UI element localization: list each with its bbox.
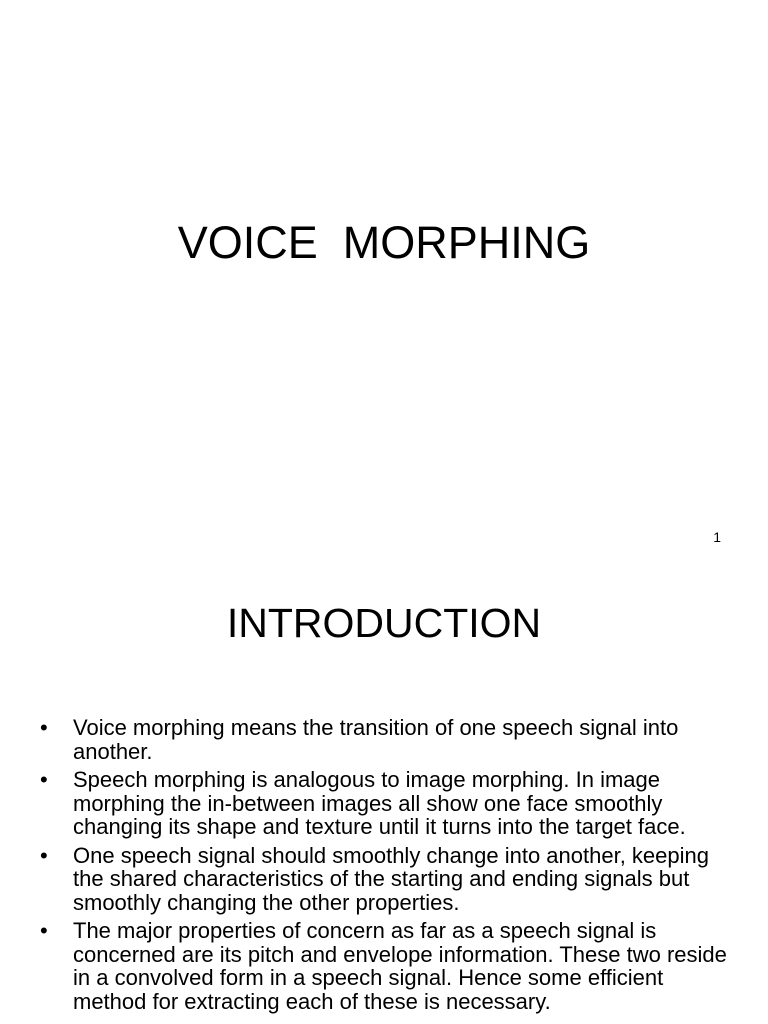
bullet-text: One speech signal should smoothly change into another, keeping the shared characteristics of the starting and ending signals but smoothly changing the other properties. — [73, 842, 709, 915]
bullet-icon: • — [40, 918, 48, 943]
slide-title: VOICE MORPHING — [177, 217, 591, 268]
bullet-item — [0, 768, 768, 839]
bullet-item — [0, 716, 768, 763]
bullet-text: The major properties of concern as far as a speech signal is concerned are its pitch and envelope information. These two reside in a convolved form in a speech signal. Hence some efficient method for extracting each of these is necessary. — [73, 918, 727, 1014]
page-number: 1 — [713, 529, 721, 545]
bullet-icon: • — [40, 715, 48, 740]
bullet-text: Voice morphing means the transition of one speech signal into another. — [73, 715, 679, 764]
bullet-icon: • — [40, 767, 48, 792]
bullet-list — [0, 716, 768, 1018]
section-title: INTRODUCTION — [226, 600, 542, 646]
bullet-icon: • — [40, 842, 48, 868]
bullet-item — [0, 919, 768, 1013]
bullet-item — [0, 844, 768, 915]
bullet-text: Speech morphing is analogous to image morphing. In image morphing the in-between images all show one face smoothly changing its shape and texture until it turns into the target face. — [73, 767, 686, 839]
